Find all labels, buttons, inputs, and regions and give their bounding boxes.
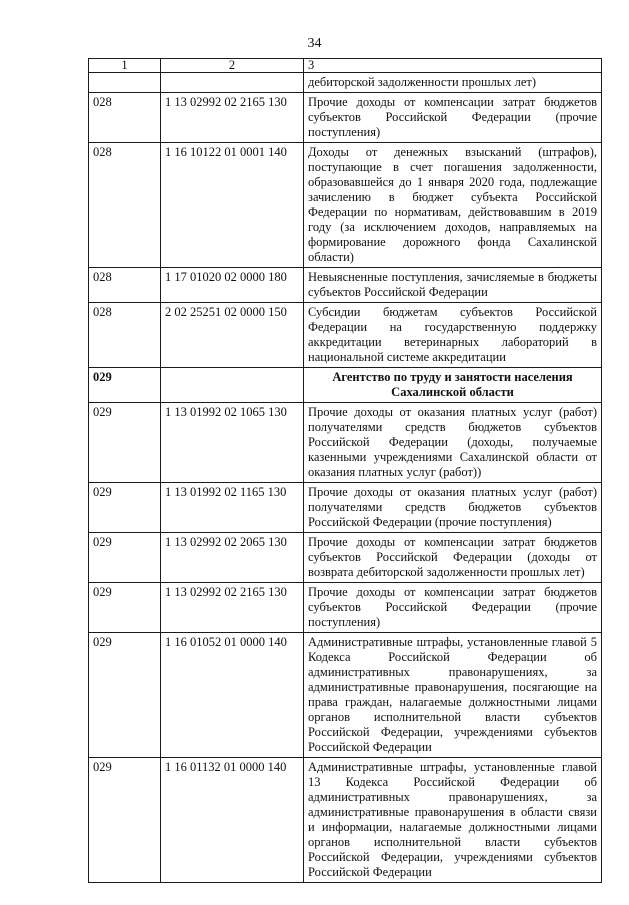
agency-name: Агентство по труду и занятости населения Сахалинской области (304, 368, 602, 403)
header-col-1: 1 (89, 59, 161, 73)
table-body (89, 59, 602, 883)
admin-code-cell: 029 (89, 633, 161, 758)
revenue-name-cell: Доходы от денежных взысканий (штрафов), поступающие в счет погашения задолженности, образовавшейся до 1 января 2020 года, подлежащие зачислению в бюджет субъекта Российской Федерации по нормативам, действовавшим в 2019 году (за исключением доходов, направляемых на формирование дорожного фонда Сахалинской области) (304, 143, 602, 268)
admin-code-cell: 029 (89, 403, 161, 483)
revenue-name-cell: Субсидии бюджетам субъектов Российской Федерации на государственную поддержку аккредитации ветеринарных лабораторий в национальной системе аккредитации (304, 303, 602, 368)
budget-code-cell: 1 16 10122 01 0001 140 (161, 143, 304, 268)
table-row (89, 73, 602, 93)
budget-code-cell: 1 13 02992 02 2165 130 (161, 93, 304, 143)
admin-code-cell: 028 (89, 93, 161, 143)
table-row (89, 583, 602, 633)
budget-code-cell: 1 13 01992 02 1065 130 (161, 403, 304, 483)
agency-heading-row (89, 368, 602, 403)
budget-code-cell (161, 368, 304, 403)
admin-code-cell: 029 (89, 583, 161, 633)
table-header-row (89, 59, 602, 73)
admin-code-cell (89, 73, 161, 93)
admin-code-cell: 029 (89, 483, 161, 533)
header-col-2: 2 (161, 59, 304, 73)
table-row (89, 268, 602, 303)
revenue-name-cell: Невыясненные поступления, зачисляемые в бюджеты субъектов Российской Федерации (304, 268, 602, 303)
revenue-name-cell: Прочие доходы от компенсации затрат бюджетов субъектов Российской Федерации (доходы от возврата дебиторской задолженности прошлых лет) (304, 533, 602, 583)
budget-code-cell: 1 13 02992 02 2065 130 (161, 533, 304, 583)
budget-code-cell: 2 02 25251 02 0000 150 (161, 303, 304, 368)
admin-code-cell: 029 (89, 758, 161, 883)
table-row (89, 533, 602, 583)
budget-code-cell: 1 13 01992 02 1165 130 (161, 483, 304, 533)
table-row (89, 93, 602, 143)
admin-code-cell: 028 (89, 303, 161, 368)
revenue-name-cell: Прочие доходы от компенсации затрат бюджетов субъектов Российской Федерации (прочие поступления) (304, 583, 602, 633)
admin-code-cell: 029 (89, 533, 161, 583)
table-row (89, 758, 602, 883)
budget-code-cell: 1 16 01132 01 0000 140 (161, 758, 304, 883)
revenue-name-cell: Прочие доходы от оказания платных услуг (работ) получателями средств бюджетов субъектов Российской Федерации (доходы, получаемые казенными учреждениями Сахалинской области от оказания платных услуг (работ)) (304, 403, 602, 483)
revenue-name-cell: Административные штрафы, установленные главой 13 Кодекса Российской Федерации об административных правонарушениях, за административные правонарушения в области связи и информации, налагаемые должностными лицами органов исполнительной власти субъектов Российской Федерации, учреждениями субъектов Российской Федерации (304, 758, 602, 883)
table-row (89, 633, 602, 758)
page-number: 34 (307, 36, 322, 51)
table-row (89, 143, 602, 268)
table-row (89, 483, 602, 533)
admin-code-cell: 028 (89, 143, 161, 268)
revenue-name-cell: Прочие доходы от компенсации затрат бюджетов субъектов Российской Федерации (прочие поступления) (304, 93, 602, 143)
budget-code-cell: 1 16 01052 01 0000 140 (161, 633, 304, 758)
budget-code-cell: 1 17 01020 02 0000 180 (161, 268, 304, 303)
admin-code-cell: 028 (89, 268, 161, 303)
budget-code-cell: 1 13 02992 02 2165 130 (161, 583, 304, 633)
revenue-codes-table (88, 58, 602, 883)
revenue-name-cell: дебиторской задолженности прошлых лет) (304, 73, 602, 93)
budget-code-cell (161, 73, 304, 93)
header-col-3: 3 (304, 59, 602, 73)
revenue-name-cell: Прочие доходы от оказания платных услуг (работ) получателями средств бюджетов субъектов Российской Федерации (прочие поступления) (304, 483, 602, 533)
table-row (89, 303, 602, 368)
admin-code-cell: 029 (89, 368, 161, 403)
revenue-name-cell: Административные штрафы, установленные главой 5 Кодекса Российской Федерации об административных правонарушениях, за административные правонарушения, посягающие на права граждан, налагаемые должностными лицами органов исполнительной власти субъектов Российской Федерации, учреждениями субъектов Российской Федерации (304, 633, 602, 758)
table-row (89, 403, 602, 483)
